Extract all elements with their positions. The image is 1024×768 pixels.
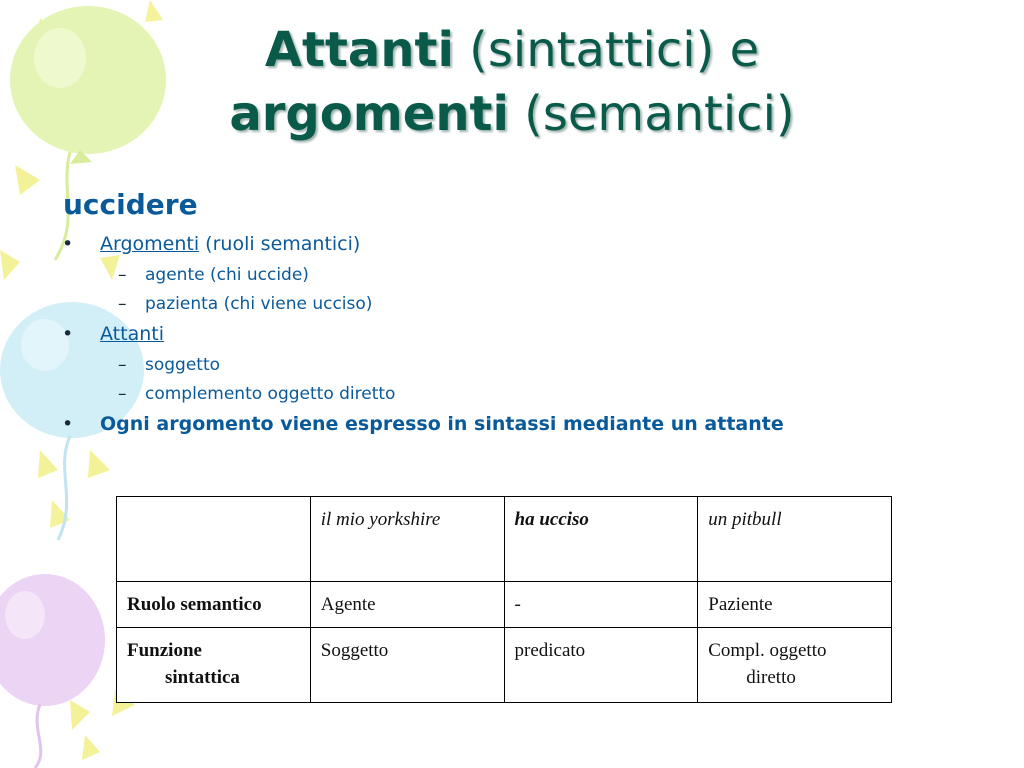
table-cell: Paziente xyxy=(698,582,892,628)
title-rest-2: (semantici) xyxy=(508,86,795,142)
bullet-ogni-argomento xyxy=(62,413,784,435)
sub-bullet-text: complemento oggetto diretto xyxy=(145,384,396,404)
table-row xyxy=(117,582,892,628)
table-cell: predicato xyxy=(504,628,698,703)
sub-bullet-complemento xyxy=(118,384,395,404)
bullet-attanti xyxy=(62,323,164,345)
table-row xyxy=(117,628,892,703)
dash-marker: – xyxy=(118,294,127,314)
slide-title-line1 xyxy=(0,22,1024,78)
bullet-marker: • xyxy=(62,323,74,345)
table-cell: il mio yorkshire xyxy=(310,497,504,582)
bullet-argomenti xyxy=(62,233,360,255)
table-cell: - xyxy=(504,582,698,628)
cell-line2: diretto xyxy=(746,667,796,688)
title-bold-word-2: argomenti xyxy=(229,86,509,142)
cell-line1: Compl. oggetto xyxy=(708,640,827,661)
table-cell: Soggetto xyxy=(310,628,504,703)
sub-bullet-pazienta xyxy=(118,294,372,314)
table-cell: ha ucciso xyxy=(504,497,698,582)
table-cell: un pitbull xyxy=(698,497,892,582)
slide-title-line2 xyxy=(0,86,1024,142)
row-label: Ruolo semantico xyxy=(117,582,311,628)
argomenti-link[interactable]: Argomenti xyxy=(100,233,200,255)
dash-marker: – xyxy=(118,265,127,285)
dash-marker: – xyxy=(118,384,127,404)
row-label xyxy=(117,628,311,703)
verb-heading: uccidere xyxy=(63,188,198,221)
bullet-marker: • xyxy=(62,413,74,435)
purple-balloon-icon xyxy=(0,574,105,768)
row-label-line1: Funzione xyxy=(127,640,202,661)
sub-bullet-agente xyxy=(118,265,309,285)
bullet-text: Ogni argomento viene espresso in sintassi mediante un attante xyxy=(100,413,784,435)
roles-table xyxy=(116,496,892,703)
table-row xyxy=(117,497,892,582)
bullet-marker: • xyxy=(62,233,74,255)
sub-bullet-text: soggetto xyxy=(145,355,221,375)
title-bold-word-1: Attanti xyxy=(264,22,454,78)
dash-marker: – xyxy=(118,355,127,375)
attanti-link[interactable]: Attanti xyxy=(100,323,164,345)
table-cell xyxy=(117,497,311,582)
sub-bullet-text: agente (chi uccide) xyxy=(145,265,309,285)
bullet-text: (ruoli semantici) xyxy=(199,233,361,255)
title-rest-1: (sintattici) e xyxy=(453,22,760,78)
table-cell: Agente xyxy=(310,582,504,628)
sub-bullet-text: pazienta (chi viene ucciso) xyxy=(145,294,373,314)
table-cell xyxy=(698,628,892,703)
sub-bullet-soggetto xyxy=(118,355,220,375)
row-label-line2: sintattica xyxy=(165,667,240,688)
